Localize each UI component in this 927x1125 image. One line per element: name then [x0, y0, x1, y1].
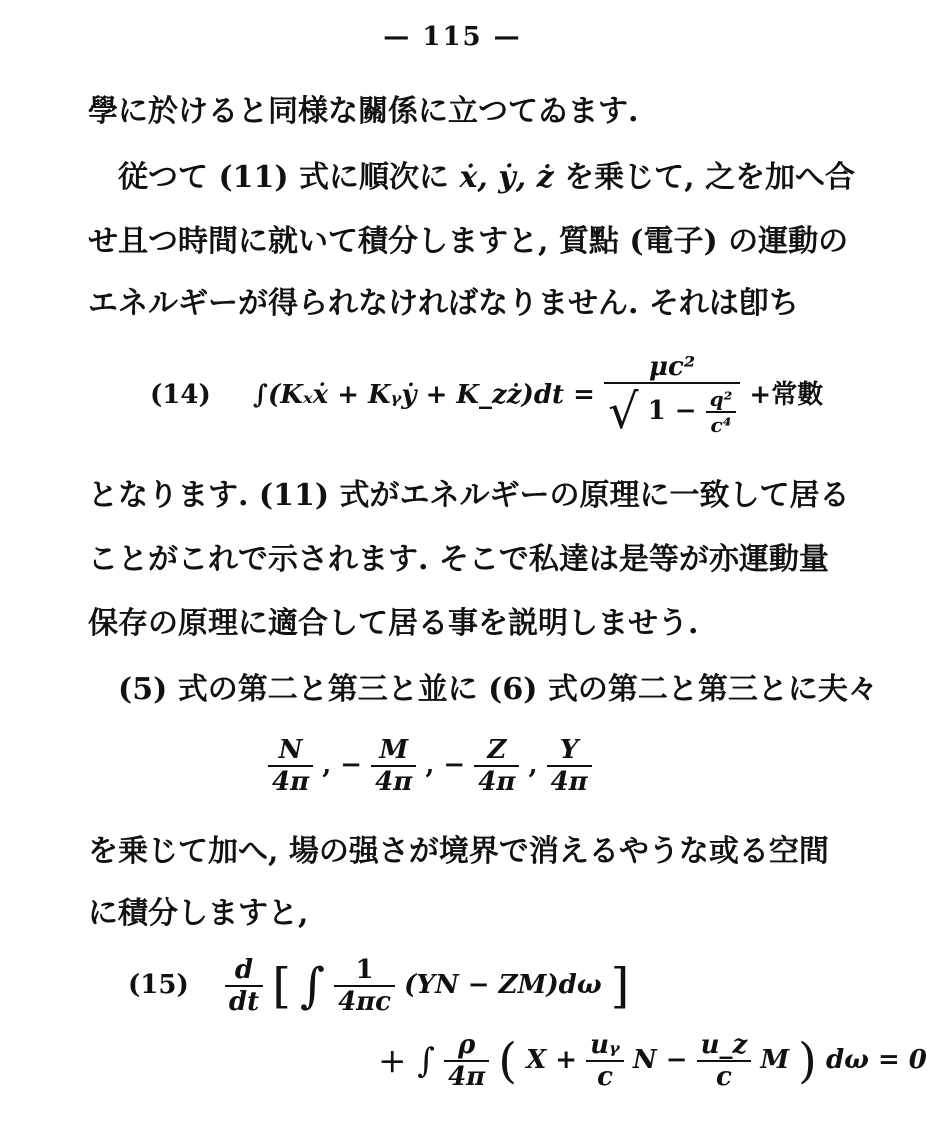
fraction	[371, 735, 416, 797]
denominator: 4π	[478, 767, 516, 797]
text-line: を乗じて加へ, 場の强さが境界で消えるやうな或る空間	[88, 834, 829, 869]
fraction	[547, 735, 592, 797]
bracket: [	[272, 958, 291, 1014]
denominator: dt	[228, 987, 260, 1017]
denominator-one: 1 −	[647, 396, 697, 426]
term: N −	[632, 1045, 688, 1075]
denominator: c	[597, 1062, 613, 1092]
text-line: エネルギーが得られなければなりません. それは卽ち	[88, 286, 799, 321]
numerator: uᵧ	[586, 1030, 624, 1062]
numerator: d	[225, 955, 263, 987]
numerator: N	[268, 735, 313, 767]
equation-label: (14)	[150, 380, 211, 410]
denominator: 4πc	[338, 987, 392, 1017]
denominator: 4π	[550, 767, 588, 797]
text-line: 學に於けると同様な關係に立つてゐます.	[88, 94, 639, 129]
denominator: 4π	[375, 767, 413, 797]
equation-label: (15)	[128, 970, 189, 1000]
derivative-fraction	[225, 955, 263, 1017]
fraction	[268, 735, 313, 797]
text-line: ことがこれで示されます. そこで私達は是等が亦運動量	[88, 542, 829, 577]
fraction	[444, 1030, 489, 1092]
fraction	[697, 1030, 752, 1092]
fraction	[334, 955, 395, 1017]
numerator: ρ	[444, 1030, 489, 1062]
fraction	[604, 352, 740, 440]
text-line	[118, 158, 855, 198]
fraction	[474, 735, 519, 797]
numerator: u_z	[697, 1030, 752, 1062]
paren: )	[798, 1033, 817, 1089]
text-line: 保存の原理に適合して居る事を説明しませう.	[88, 606, 699, 641]
plus-integral: + ∫	[378, 1041, 436, 1081]
fraction-row	[268, 735, 592, 797]
inner-denominator: c⁴	[710, 413, 732, 437]
fraction	[586, 1030, 624, 1092]
integrand: (YN − ZM)dω	[404, 970, 602, 1000]
paren: (	[498, 1033, 517, 1089]
text-line: (5) 式の第二と第三と並に (6) 式の第二と第三とに夫々	[118, 672, 878, 707]
text-segment: を乗じて, 之を加へ合	[564, 160, 855, 195]
separator: ,	[528, 750, 538, 780]
separator: , −	[322, 750, 363, 780]
text-line: となります. (11) 式がエネルギーの原理に一致して居る	[88, 478, 850, 513]
denominator: 4π	[272, 767, 310, 797]
numerator: 1	[334, 955, 395, 987]
page-number: — 115 —	[383, 22, 522, 52]
text-line: に積分しますと,	[88, 896, 309, 931]
separator: , −	[425, 750, 466, 780]
inner-fraction	[706, 387, 737, 437]
numerator: M	[371, 735, 416, 767]
constant-term: +常數	[749, 380, 824, 410]
numerator: Y	[547, 735, 592, 767]
numerator: Z	[474, 735, 519, 767]
denominator: c	[716, 1062, 732, 1092]
integral-expression: ∫(Kₓẋ + Kᵧẏ + K_zż)dt =	[252, 380, 595, 410]
inner-numerator: q²	[706, 387, 737, 413]
integral-icon: ∫	[299, 958, 325, 1014]
term: dω = 0	[825, 1045, 927, 1075]
equation-15-line1	[128, 955, 629, 1017]
denominator: 4π	[448, 1062, 486, 1092]
math-vars: ẋ, ẏ, ż	[459, 160, 554, 195]
text-segment: 従つて (11) 式に順次に	[118, 160, 450, 195]
numerator: μc²	[604, 352, 740, 384]
text-line: せ且つ時間に就いて積分しますと, 質點 (電子) の運動の	[88, 224, 849, 259]
term: X +	[526, 1045, 578, 1075]
term: M	[760, 1045, 790, 1075]
equation-14	[150, 352, 823, 440]
sqrt-icon: √	[607, 384, 639, 440]
bracket: ]	[610, 958, 630, 1014]
equation-15-line2	[378, 1030, 927, 1092]
